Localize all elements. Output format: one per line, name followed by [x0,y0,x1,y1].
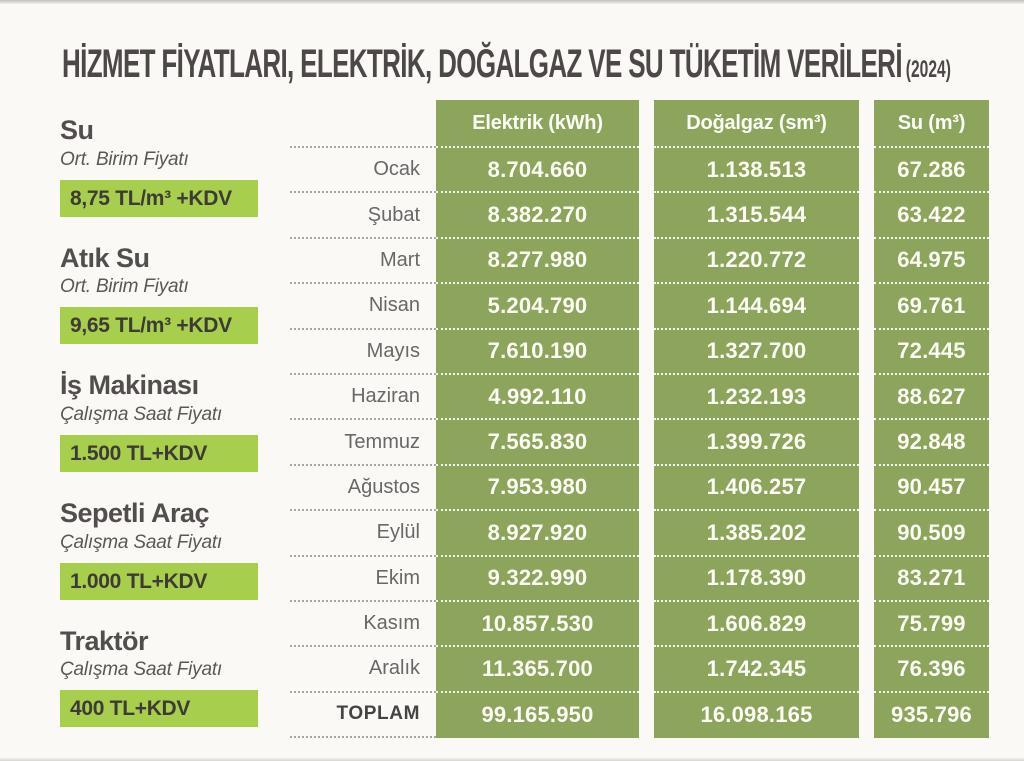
service-subtitle: Çalışma Saat Fiyatı [60,531,222,553]
service-price-badge: 8,75 TL/m³ +KDV [60,180,258,217]
total-value-cell: 16.098.165 [700,702,813,728]
consumption-table [290,100,989,738]
month-row-label: Ekim [290,557,436,602]
price-sidebar-item [60,244,258,345]
value-cell: 10.857.530 [436,602,639,647]
value-cell: 69.761 [874,284,989,329]
page-title-text: HİZMET FİYATLARI, ELEKTRİK, DOĞALGAZ VE SU TÜKETİM VERİLERİ [62,42,902,86]
value-cell: 1.232.193 [654,375,859,420]
service-price-badge: 400 TL+KDV [60,690,258,727]
column-su [874,100,989,738]
value-cell: 64.975 [874,239,989,284]
value-cell: 83.271 [874,557,989,602]
value-cell: 1.385.202 [654,511,859,556]
value-cell: 1.178.390 [654,557,859,602]
column-header: Elektrik (kWh) [436,100,639,148]
total-value-cell: 935.796 [891,702,972,728]
service-name: Traktör [60,625,149,656]
column-header: Doğalgaz (sm³) [654,100,859,148]
price-sidebar [60,116,258,727]
month-row-label: Temmuz [290,420,436,465]
value-cell: 1.399.726 [654,420,859,465]
value-cell: 11.365.700 [436,647,639,692]
scan-edge-top [0,0,1024,4]
value-cell: 1.327.700 [654,330,859,375]
service-name: Su [60,115,94,145]
value-cell: 1.138.513 [654,148,859,193]
value-cell: 7.610.190 [436,330,639,375]
value-cell: 8.277.980 [436,239,639,284]
value-cell: 9.322.990 [436,557,639,602]
price-sidebar-item [60,116,258,217]
price-sidebar-item [60,499,258,600]
value-cell: 76.396 [874,647,989,692]
value-cell: 1.742.345 [654,647,859,692]
value-cell: 1.606.829 [654,602,859,647]
value-cell: 8.704.660 [436,148,639,193]
value-cell: 5.204.790 [436,284,639,329]
column-elektrik [436,100,639,738]
service-subtitle: Çalışma Saat Fiyatı [60,404,222,426]
service-name: İş Makinası [60,370,199,401]
total-row-label: TOPLAM [290,693,436,738]
column-header: Su (m³) [874,100,989,148]
service-name: Sepetli Araç [60,498,210,529]
value-cell: 1.406.257 [654,466,859,511]
header-spacer [290,100,436,148]
value-cell: 75.799 [874,602,989,647]
month-row-label: Aralık [290,647,436,692]
column-dogalgaz [654,100,859,738]
value-cell: 1.220.772 [654,239,859,284]
page-title [62,42,951,87]
service-subtitle: Çalışma Saat Fiyatı [60,659,222,681]
value-cell: 8.382.270 [436,193,639,238]
month-column [290,100,436,738]
month-row-label: Eylül [290,511,436,556]
value-cell: 1.144.694 [654,284,859,329]
value-cell: 4.992.110 [436,375,639,420]
month-row-label: Nisan [290,284,436,329]
month-row-label: Haziran [290,375,436,420]
service-name: Atık Su [60,242,150,273]
value-cell: 1.315.544 [654,193,859,238]
service-price-badge: 1.500 TL+KDV [60,435,258,472]
price-sidebar-item [60,371,258,472]
service-subtitle: Ort. Birim Fiyatı [60,276,189,298]
price-sidebar-item [60,627,258,728]
value-cell: 90.509 [874,511,989,556]
value-cell: 63.422 [874,193,989,238]
page-title-year: (2024) [905,56,951,83]
month-row-label: Kasım [290,602,436,647]
service-price-badge: 1.000 TL+KDV [60,563,258,600]
value-cell: 7.953.980 [436,466,639,511]
value-cell: 92.848 [874,420,989,465]
value-cell: 67.286 [874,148,989,193]
service-subtitle: Ort. Birim Fiyatı [60,148,189,170]
total-value-cell: 99.165.950 [481,702,594,728]
month-row-label: Ocak [290,148,436,193]
value-cell: 72.445 [874,330,989,375]
value-cell: 90.457 [874,466,989,511]
month-row-label: Şubat [290,193,436,238]
month-row-label: Mart [290,239,436,284]
month-row-label: Ağustos [290,466,436,511]
value-cell: 88.627 [874,375,989,420]
value-cell: 8.927.920 [436,511,639,556]
service-price-badge: 9,65 TL/m³ +KDV [60,307,258,344]
value-cell: 7.565.830 [436,420,639,465]
month-row-label: Mayıs [290,330,436,375]
